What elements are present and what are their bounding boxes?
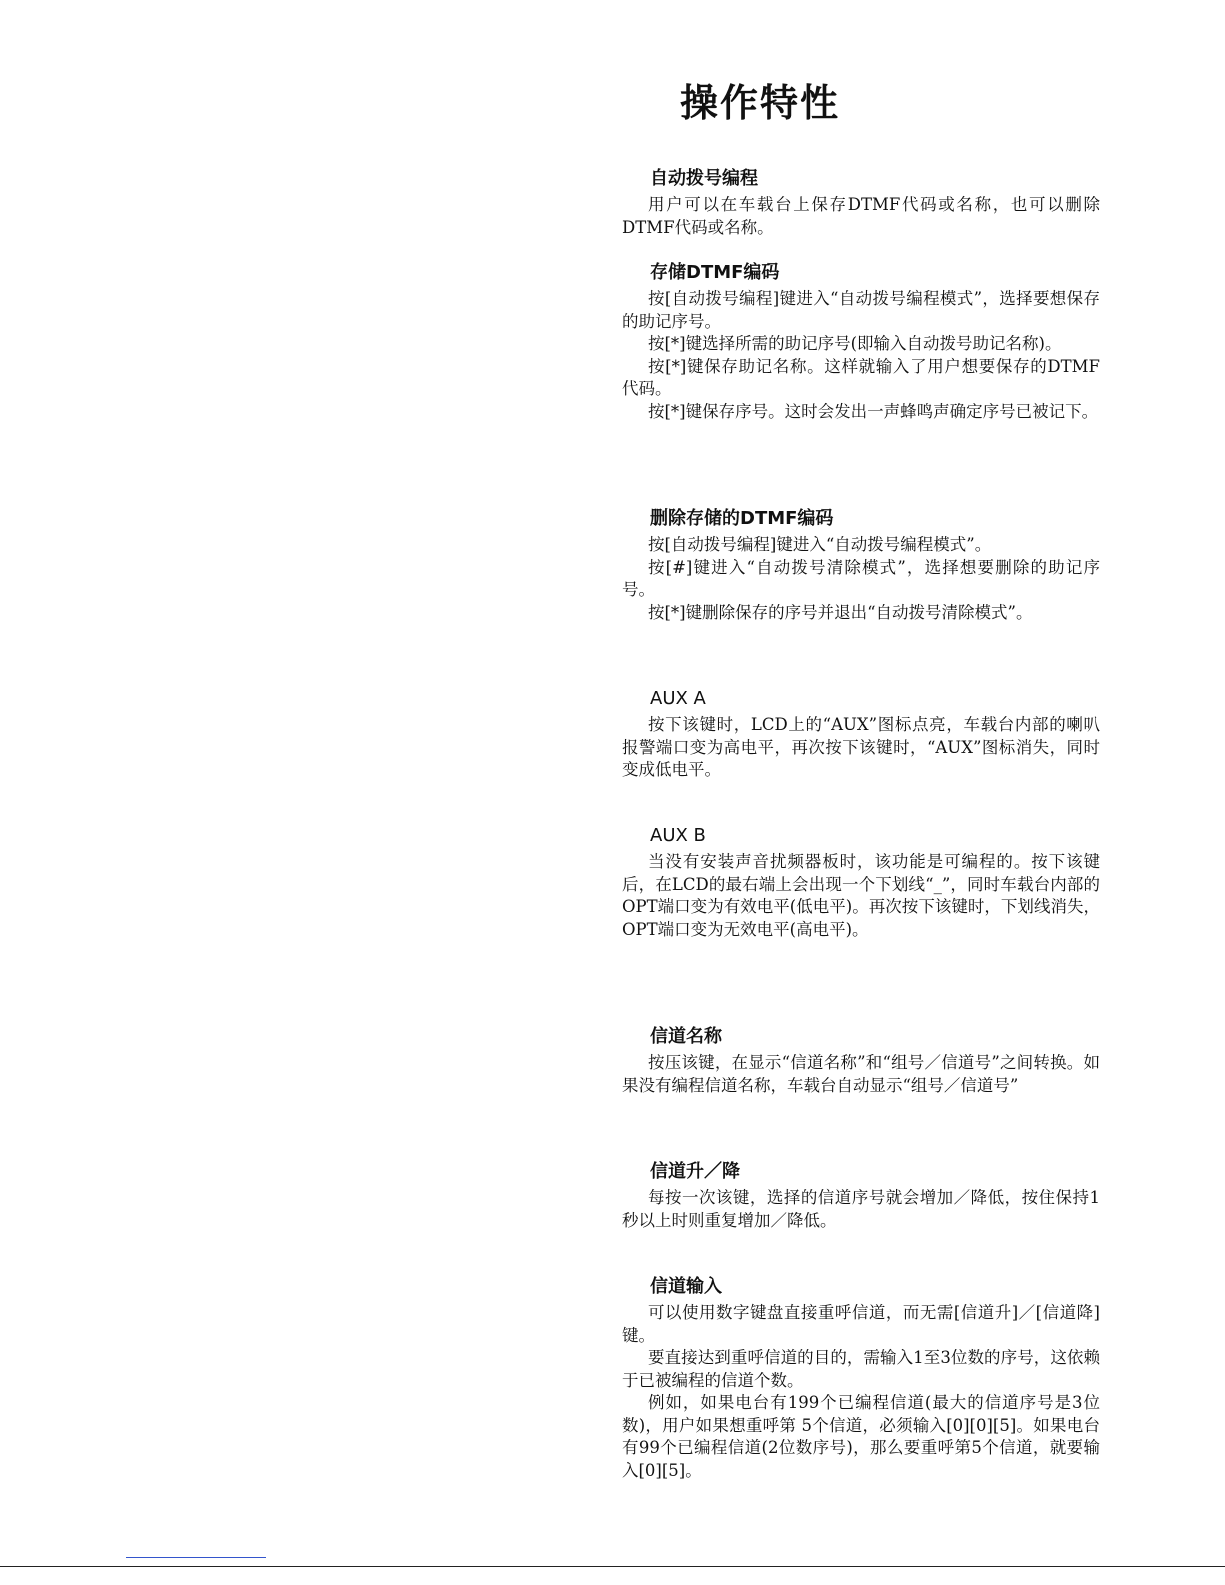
paragraph: 每按一次该键，选择的信道序号就会增加／降低，按住保持1秒以上时则重复增加／降低。 bbox=[622, 1188, 1100, 1230]
section-aux-a bbox=[622, 688, 1100, 782]
section-channel-input bbox=[622, 1276, 1100, 1482]
section-heading: AUX B bbox=[650, 825, 706, 846]
section-heading: 删除存储的DTMF编码 bbox=[650, 508, 834, 529]
footer-divider bbox=[0, 1566, 1225, 1567]
paragraph: 按[#]键进入“自动拨号清除模式”，选择想要删除的助记序号。 bbox=[622, 557, 1100, 599]
section-heading: 信道输入 bbox=[650, 1276, 722, 1297]
paragraph: 例如，如果电台有199个已编程信道(最大的信道序号是3位数)，用户如果想重呼第 5个信道，必须输入[0][0][5]。如果电台有99个已编程信道(2位数序号)，那么要重呼第5个信道，就要输入[0][5]。 bbox=[622, 1393, 1100, 1480]
paragraph: 可以使用数字键盘直接重呼信道，而无需[信道升]／[信道降]键。 bbox=[622, 1303, 1100, 1345]
paragraph: 要直接达到重呼信道的目的，需输入1至3位数的序号，这依赖于已被编程的信道个数。 bbox=[622, 1348, 1100, 1390]
paragraph: 当没有安装声音扰频器板时，该功能是可编程的。按下该键后，在LCD的最右端上会出现一个下划线“_”，同时车载台内部的OPT端口变为有效电平(低电平)。再次按下该键时，下划线消失，OPT端口变为无效电平(高电平)。 bbox=[622, 852, 1100, 939]
paragraph: 按[自动拨号编程]键进入“自动拨号编程模式”，选择要想保存的助记序号。 bbox=[622, 289, 1100, 331]
section-autodial-programming bbox=[622, 168, 1100, 239]
section-channel-up-down bbox=[622, 1161, 1100, 1232]
section-heading: 信道名称 bbox=[650, 1026, 722, 1047]
paragraph: 按压该键，在显示“信道名称”和“组号／信道号”之间转换。如果没有编程信道名称，车载台自动显示“组号／信道号” bbox=[622, 1053, 1100, 1095]
paragraph: 按[*]键选择所需的助记序号(即输入自动拨号助记名称)。 bbox=[648, 334, 1062, 353]
paragraph: 按[*]键保存序号。这时会发出一声蜂鸣声确定序号已被记下。 bbox=[648, 401, 1099, 421]
section-channel-name bbox=[622, 1026, 1100, 1097]
paragraph: 按[自动拨号编程]键进入“自动拨号编程模式”。 bbox=[648, 535, 992, 554]
section-delete-dtmf bbox=[622, 508, 1100, 624]
section-store-dtmf bbox=[622, 262, 1100, 423]
paragraph: 按[*]键保存助记名称。这样就输入了用户想要保存的DTMF代码。 bbox=[622, 356, 1100, 398]
section-heading: 存储DTMF编码 bbox=[650, 262, 780, 283]
paragraph: 用户可以在车载台上保存DTMF代码或名称，也可以删除DTMF代码或名称。 bbox=[622, 195, 1100, 237]
section-heading: 信道升／降 bbox=[650, 1161, 740, 1182]
paragraph: 按[*]键删除保存的序号并退出“自动拨号清除模式”。 bbox=[648, 602, 1033, 622]
section-aux-b bbox=[622, 825, 1100, 941]
footer-link-line bbox=[126, 1557, 266, 1558]
paragraph: 按下该键时，LCD上的“AUX”图标点亮，车载台内部的喇叭报警端口变为高电平，再次按下该键时，“AUX”图标消失，同时变成低电平。 bbox=[622, 715, 1100, 779]
page-title: 操作特性 bbox=[680, 81, 841, 125]
section-heading: 自动拨号编程 bbox=[650, 168, 758, 189]
section-heading: AUX A bbox=[650, 688, 706, 709]
